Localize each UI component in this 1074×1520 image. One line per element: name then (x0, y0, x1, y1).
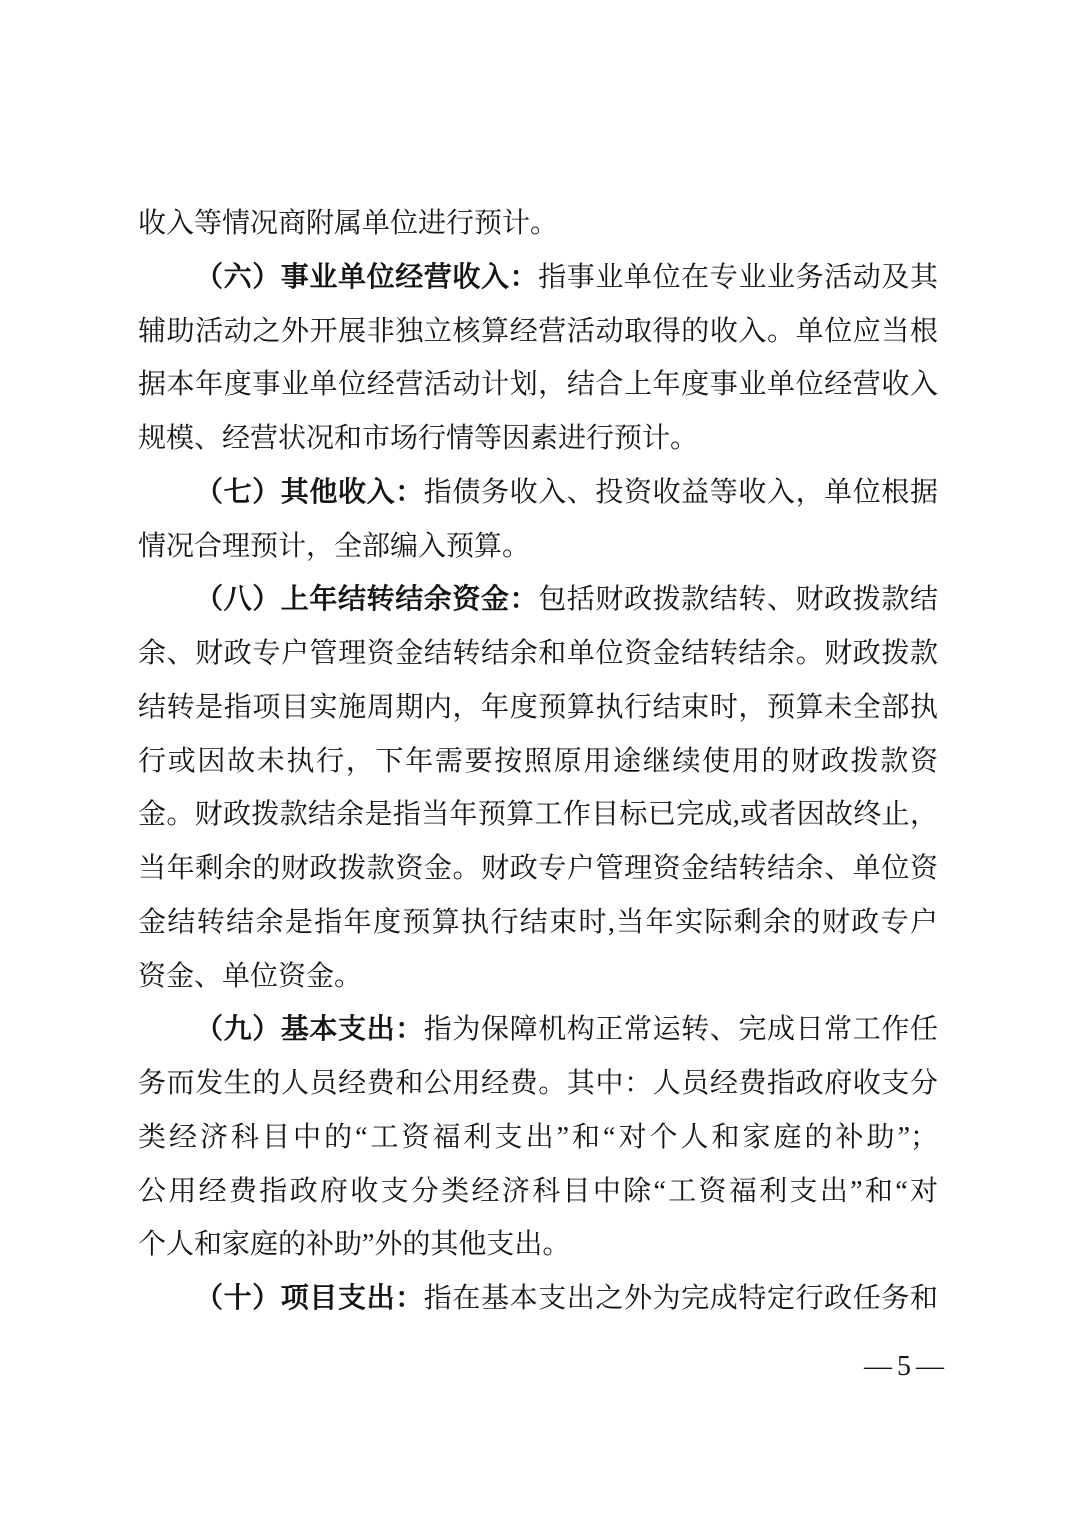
paragraph-6-heading: （六）事业单位经营收入： (195, 261, 539, 293)
text-line: 据本年度事业单位经营活动计划，结合上年度事业单位经营收入 (138, 369, 938, 401)
paragraph-text: 指债务收入、投资收益等收入，单位根据 (423, 476, 938, 508)
footer-left-dash: — (864, 1351, 892, 1382)
paragraph-7-heading: （七）其他收入： (195, 476, 424, 508)
text-line: 收入等情况商附属单位进行预计。 (138, 208, 559, 239)
paragraph-text: 包括财政拨款结转、财政拨款结 (538, 584, 938, 616)
text-line: 金。财政拨款结余是指当年预算工作目标已完成,或者因故终止， (138, 799, 938, 831)
paragraph-text: 指为保障机构正常运转、完成日常工作任 (423, 1014, 938, 1046)
paragraph-10-heading: （十）项目支出： (195, 1283, 424, 1314)
paragraph-text: 指事业单位在专业业务活动及其 (538, 261, 938, 293)
text-line (138, 1272, 938, 1326)
text-line: 辅助活动之外开展非独立核算经营活动取得的收入。单位应当根 (138, 315, 938, 347)
text-line (138, 1003, 938, 1057)
text-line (138, 251, 938, 305)
paragraph-text: 指在基本支出之外为完成特定行政任务和 (423, 1283, 938, 1314)
paragraph-9-heading: （九）基本支出： (195, 1014, 424, 1046)
text-line: 公用经费指政府收支分类经济科目中除“工资福利支出”和“对 (138, 1175, 938, 1207)
text-line: 规模、经营状况和市场行情等因素进行预计。 (138, 423, 699, 454)
text-line: 个人和家庭的补助”外的其他支出。 (138, 1229, 571, 1261)
text-line (138, 573, 938, 627)
page-number: 5 (897, 1351, 911, 1382)
text-block (138, 197, 938, 1326)
text-line: 情况合理预计，全部编入预算。 (138, 530, 531, 562)
text-line: 金结转结余是指年度预算执行结束时,当年实际剩余的财政专户 (138, 906, 938, 938)
text-line: 结转是指项目实施周期内，年度预算执行结束时，预算未全部执 (138, 691, 938, 723)
text-line: 当年剩余的财政拨款资金。财政专户管理资金结转结余、单位资 (138, 853, 938, 884)
page-footer (864, 1350, 944, 1384)
footer-right-dash: — (916, 1351, 944, 1382)
text-line: 类经济科目中的“工资福利支出”和“对个人和家庭的补助”； (138, 1121, 938, 1153)
text-line: 资金、单位资金。 (138, 960, 363, 992)
text-line: 务而发生的人员经费和公用经费。其中：人员经费指政府收支分 (138, 1068, 938, 1099)
text-line: 行或因故未执行，下年需要按照原用途继续使用的财政拨款资 (138, 745, 938, 777)
text-line (138, 466, 938, 520)
paragraph-8-heading: （八）上年结转结余资金： (195, 584, 539, 616)
text-line: 余、财政专户管理资金结转结余和单位资金结转结余。财政拨款 (138, 638, 938, 669)
